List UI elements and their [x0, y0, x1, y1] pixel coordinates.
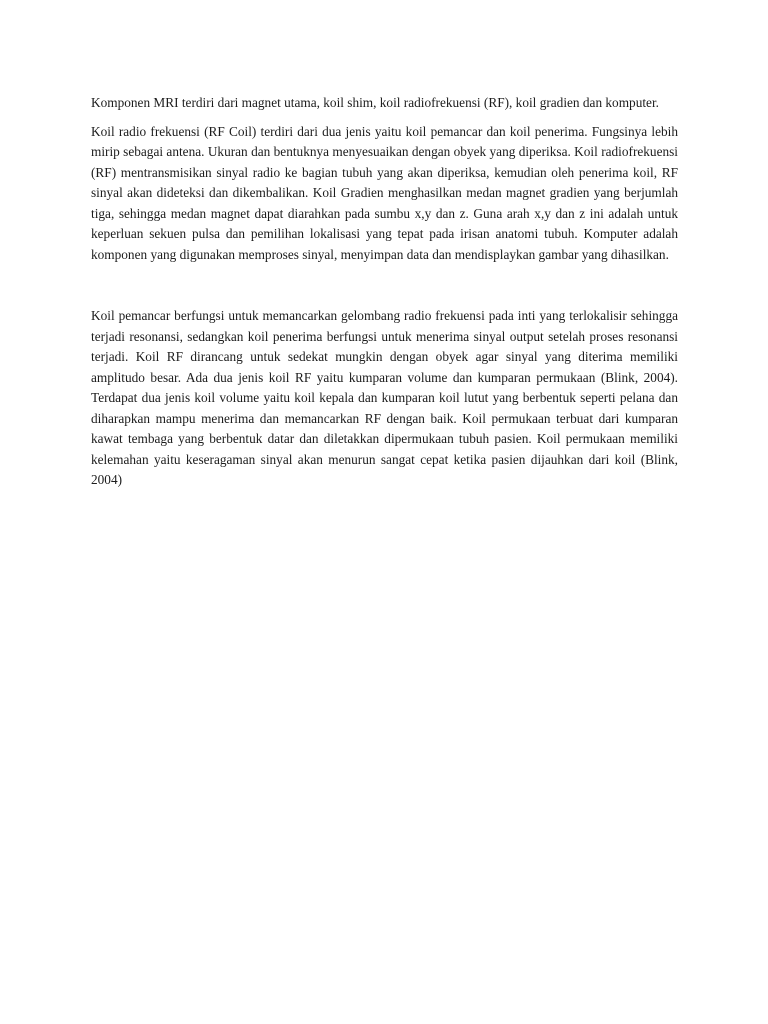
paragraph-rf-coil: Koil radio frekuensi (RF Coil) terdiri dari dua jenis yaitu koil pemancar dan koil penerima. Fungsinya lebih mirip sebagai antena. Ukuran dan bentuknya menyesuaikan dengan obyek yang diperiksa. Koil radiofrekuensi (RF) mentransmisikan sinyal radio ke bagian tubuh yang akan diperiksa, kemudian oleh penerima koil, RF sinyal akan dideteksi dan dikembalikan. Koil Gradien menghasilkan medan magnet gradien yang berjumlah tiga, sehingga medan magnet dapat diarahkan pada sumbu x,y dan z. Guna arah x,y dan z ini adalah untuk keperluan sekuen pulsa dan pemilihan lokalisasi yang tepat pada irisan anatomi tubuh. Komputer adalah komponen yang digunakan memproses sinyal, menyimpan data dan mendisplaykan gambar yang dihasilkan.	[91, 123, 678, 262]
paragraph-transmit-coil: Koil pemancar berfungsi untuk memancarkan gelombang radio frekuensi pada inti yang terlokalisir sehingga terjadi resonansi, sedangkan koil penerima berfungsi untuk menerima sinyal output setelah proses resonansi terjadi. Koil RF dirancang untuk sedekat mungkin dengan obyek agar sinyal yang diterima memiliki amplitudo besar. Ada dua jenis koil RF yaitu kumparan volume dan kumparan permukaan (Blink, 2004). Terdapat dua jenis koil volume yaitu koil kepala dan kumparan koil lutut yang berbentuk seperti pelana dan diharapkan mampu menerima dan memancarkan RF dengan baik. Koil permukaan terbuat dari kumparan kawat tembaga yang berbentuk datar dan diletakkan dipermukaan tubuh pasien. Koil permukaan memiliki kelemahan yaitu keseragaman sinyal akan menurun sangat cepat ketika pasien dijauhkan dari koil (Blink, 2004)	[91, 308, 678, 487]
document-body	[91, 93, 678, 491]
paragraph-intro: Komponen MRI terdiri dari magnet utama, koil shim, koil radiofrekuensi (RF), koil gradien dan komputer.	[91, 95, 659, 110]
